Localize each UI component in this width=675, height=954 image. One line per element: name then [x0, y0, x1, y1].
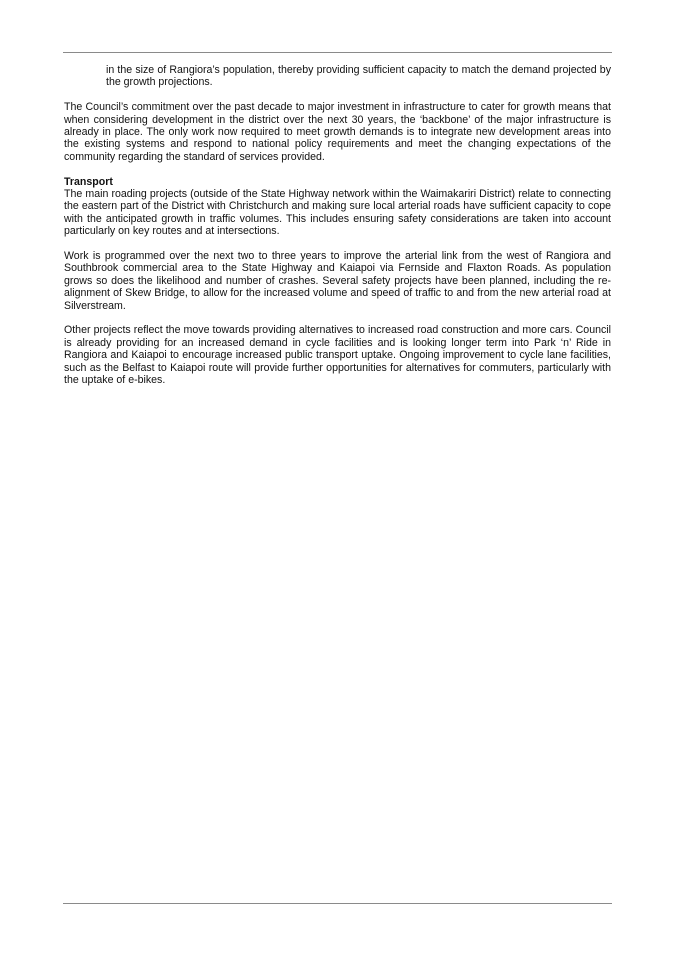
transport-paragraph-works: Work is programmed over the next two to three years to improve the arterial link from the west of Rangiora and Southbrook commercial area to the State Highway and Kaiapoi via Fernside and Flaxton Roads. As population grows so does the likelihood and number of crashes. Several safety projects have been planned, including the re-alignment of Skew Bridge, to allow for the increased volume and speed of traffic to and from the new arterial road at Silverstream.	[64, 250, 611, 312]
header-rule	[63, 52, 612, 53]
page-body	[64, 64, 611, 399]
footer-rule	[63, 903, 612, 904]
infrastructure-paragraph: The Council’s commitment over the past decade to major investment in infrastructure to cater for growth means that when considering development in the district over the next 30 years, the ‘backbone’ of the major infrastructure is already in place. The only work now required to meet growth demands is to integrate new development areas into the existing systems and respond to national policy requirements and meet the changing expectations of the community regarding the standard of services provided.	[64, 101, 611, 163]
transport-paragraph-alternatives: Other projects reflect the move towards providing alternatives to increased road construction and more cars. Council is already providing for an increased demand in cycle facilities and is looking longer term into Park ‘n’ Ride in Rangiora and Kaiapoi to encourage increased public transport uptake. Ongoing improvement to cycle lane facilities, such as the Belfast to Kaiapoi route will provide further opportunities for alternatives for commuters, particularly with the uptake of e-bikes.	[64, 324, 611, 387]
transport-paragraph-roading: The main roading projects (outside of the State Highway network within the Waimakariri District) relate to connecting the eastern part of the District with Christchurch and making sure local arterial roads have sufficient capacity to cope with the anticipated growth in traffic volumes. This includes ensuring safety considerations are taken into account particularly on key routes and at intersections.	[64, 188, 611, 238]
continuation-paragraph: in the size of Rangiora’s population, thereby providing sufficient capacity to match the demand projected by the growth projections.	[106, 64, 611, 89]
transport-heading: Transport	[64, 175, 113, 188]
